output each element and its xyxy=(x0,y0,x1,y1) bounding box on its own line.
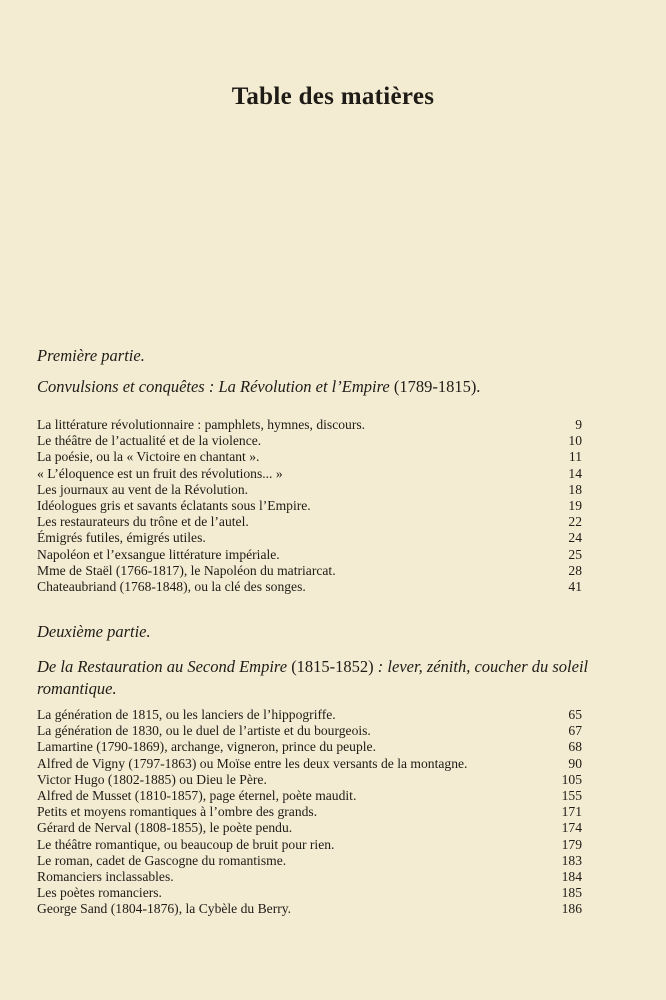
toc-entry[interactable] xyxy=(37,579,582,595)
toc-entry-page: 68 xyxy=(568,739,582,755)
toc-entry[interactable] xyxy=(37,837,582,853)
toc-entry[interactable] xyxy=(37,514,582,530)
toc-entry[interactable] xyxy=(37,707,582,723)
toc-entry-page: 18 xyxy=(568,481,582,497)
toc-entry[interactable] xyxy=(37,466,582,482)
toc-entry[interactable] xyxy=(37,417,582,433)
toc-entry-title: Napoléon et l’exsangue littérature impériale. xyxy=(37,546,280,562)
toc-entry[interactable] xyxy=(37,820,582,836)
toc-entry[interactable] xyxy=(37,449,582,465)
toc-entry[interactable] xyxy=(37,788,582,804)
toc-entry[interactable] xyxy=(37,901,582,917)
toc-entry-page: 179 xyxy=(561,836,582,852)
toc-entry-page: 174 xyxy=(561,820,582,836)
toc-entry-page: 9 xyxy=(575,417,582,432)
toc-entry-page: 183 xyxy=(561,852,582,868)
toc-entry-title: La génération de 1830, ou le duel de l’artiste et du bourgeois. xyxy=(37,723,371,739)
toc-entry-page: 171 xyxy=(561,804,582,820)
toc-entry-title: Les poètes romanciers. xyxy=(37,885,162,901)
toc-entry-title: La littérature révolutionnaire : pamphlets, hymnes, discours. xyxy=(37,417,366,432)
toc-entry[interactable] xyxy=(37,739,582,755)
toc-entry-page: 14 xyxy=(568,465,582,481)
toc-entry-page: 28 xyxy=(568,562,582,578)
toc-entry-page: 90 xyxy=(568,755,582,771)
toc-entry[interactable] xyxy=(37,433,582,449)
toc-entry-title: Petits et moyens romantiques à l’ombre des grands. xyxy=(37,804,318,820)
toc-entry-title: Gérard de Nerval (1808-1855), le poète pendu. xyxy=(37,820,293,836)
part-1-label: Première partie. xyxy=(37,346,145,365)
toc-entry-title: La génération de 1815, ou les lanciers de l’hippogriffe. xyxy=(37,707,336,722)
toc-entry-title: Romanciers inclassables. xyxy=(37,869,174,885)
toc-entry[interactable] xyxy=(37,756,582,772)
toc-entry[interactable] xyxy=(37,772,582,788)
toc-entry[interactable] xyxy=(37,530,582,546)
toc-entry-title: Le roman, cadet de Gascogne du romantisme. xyxy=(37,852,287,868)
toc-entry[interactable] xyxy=(37,563,582,579)
part-2-heading-subtitle: : lever, zénith, coucher du soleil romantique. xyxy=(37,657,589,698)
toc-entry-page: 24 xyxy=(568,530,582,546)
toc-entry-title: Lamartine (1790-1869), archange, vigneron, prince du peuple. xyxy=(37,739,376,755)
toc-entry-title: Mme de Staël (1766-1817), le Napoléon du matriarcat. xyxy=(37,562,336,578)
toc-entry-page: 155 xyxy=(561,788,582,804)
toc-entry[interactable] xyxy=(37,853,582,869)
toc-entry-page: 65 xyxy=(568,707,582,722)
toc-entry[interactable] xyxy=(37,869,582,885)
toc-entry-page: 105 xyxy=(561,771,582,787)
toc-entry-title: Le théâtre romantique, ou beaucoup de bruit pour rien. xyxy=(37,836,335,852)
toc-entry[interactable] xyxy=(37,723,582,739)
toc-entry-title: Émigrés futiles, émigrés utiles. xyxy=(37,530,206,546)
toc-entry-title: Chateaubriand (1768-1848), ou la clé des songes. xyxy=(37,579,306,595)
toc-entry[interactable] xyxy=(37,885,582,901)
toc-entry-page: 41 xyxy=(568,579,582,595)
toc-entry[interactable] xyxy=(37,804,582,820)
part-1-toc-list xyxy=(37,417,582,595)
part-2-heading xyxy=(37,656,597,700)
toc-entry-page: 22 xyxy=(568,514,582,530)
part-2-heading-dates: (1815-1852) xyxy=(287,657,374,676)
toc-entry-page: 25 xyxy=(568,546,582,562)
toc-entry[interactable] xyxy=(37,498,582,514)
part-1-heading xyxy=(37,376,597,398)
toc-entry-page: 185 xyxy=(561,885,582,901)
part-1-heading-title: Convulsions et conquêtes : La Révolution et l’Empire xyxy=(37,377,390,396)
toc-entry-title: Les restaurateurs du trône et de l’autel. xyxy=(37,514,249,530)
toc-entry-page: 11 xyxy=(568,449,582,465)
page-title: Table des matières xyxy=(231,83,435,110)
part-2-toc-list xyxy=(37,707,582,918)
toc-entry-page: 184 xyxy=(561,869,582,885)
toc-entry-title: George Sand (1804-1876), la Cybèle du Berry. xyxy=(37,901,292,917)
toc-entry-page: 19 xyxy=(568,498,582,514)
part-2-heading-title: De la Restauration au Second Empire xyxy=(37,657,288,676)
toc-entry-page: 186 xyxy=(561,901,582,917)
toc-entry[interactable] xyxy=(37,547,582,563)
toc-entry-title: Alfred de Musset (1810-1857), page éternel, poète maudit. xyxy=(37,788,357,804)
toc-entry[interactable] xyxy=(37,482,582,498)
part-2-label: Deuxième partie. xyxy=(37,622,151,641)
toc-entry-title: Les journaux au vent de la Révolution. xyxy=(37,481,249,497)
toc-entry-title: Idéologues gris et savants éclatants sous l’Empire. xyxy=(37,498,311,514)
part-1-heading-dates: (1789-1815). xyxy=(389,377,481,396)
toc-entry-page: 10 xyxy=(568,433,582,449)
toc-entry-title: « L’éloquence est un fruit des révolutions... » xyxy=(37,465,283,481)
toc-entry-page: 67 xyxy=(568,723,582,739)
toc-entry-title: La poésie, ou la « Victoire en chantant ». xyxy=(37,449,260,465)
toc-entry-title: Le théâtre de l’actualité et de la violence. xyxy=(37,433,262,449)
toc-entry-title: Victor Hugo (1802-1885) ou Dieu le Père. xyxy=(37,771,267,787)
toc-entry-title: Alfred de Vigny (1797-1863) ou Moïse entre les deux versants de la montagne. xyxy=(37,755,468,771)
